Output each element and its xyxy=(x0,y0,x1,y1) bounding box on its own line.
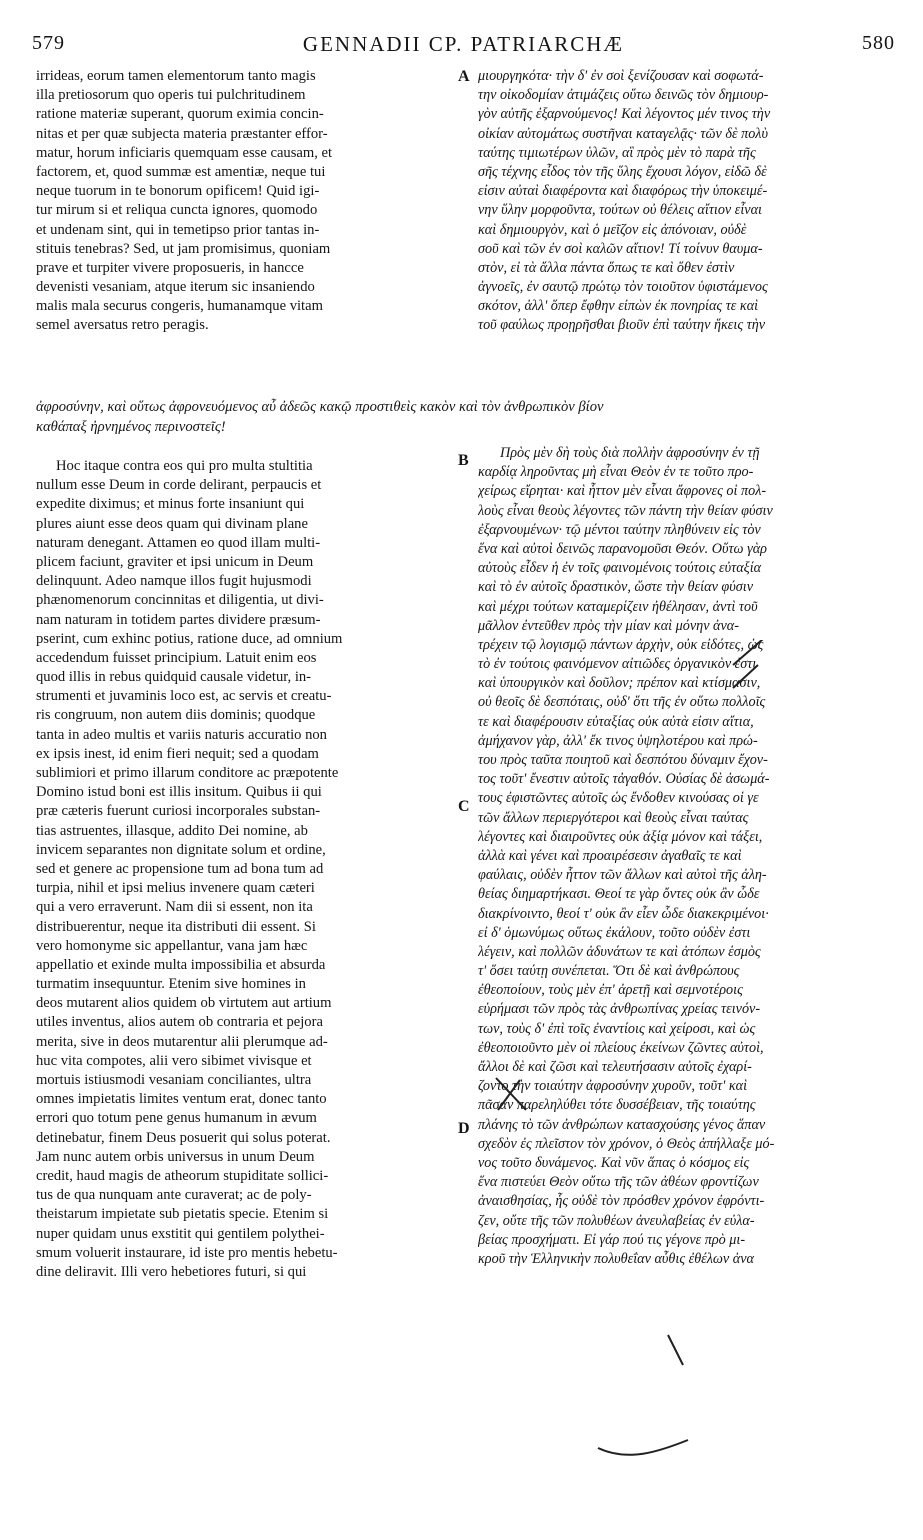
text-line: nuper quidam unus exstitit qui gentilem polythei- xyxy=(36,1225,325,1242)
text-line: omnes impietatis limites ventum erat, donec tanto xyxy=(36,1091,327,1108)
text-line: ἀμήχανον γὰρ, ἀλλ' ἔκ τινος ὑψηλοτέρου καὶ πρώ- xyxy=(478,732,758,749)
pen-underline-mark xyxy=(598,1440,688,1455)
pen-slash-mark xyxy=(733,665,758,688)
text-line: tus de qua nunquam ante curaverat; ac de poly- xyxy=(36,1187,312,1204)
text-line: πᾶσαν παρεληλύθει τότε δυσσέβειαν, τῆς τοιαύτης xyxy=(478,1097,756,1114)
text-line: στὸν, εἰ τὰ ἄλλα πάντα ὅπως τε καὶ ὅθεν ἐστὶν xyxy=(478,259,735,276)
text-line: καὶ ὑπουργικὸν καὶ δοῦλον; πρέπον καὶ κτίσμασιν, xyxy=(478,675,761,692)
text-line: ἐθεοποιοῦντο μὲν οἱ πλείους ἐκείνων ζῶντες αὐτοὶ, xyxy=(478,1039,764,1056)
text-line: καθάπαξ ἠρνημένος περινοστεῖς! xyxy=(36,418,226,435)
text-line: tanta in adeo multis et variis naturis accuratio non xyxy=(36,726,327,743)
page-number-right: 580 xyxy=(862,32,895,54)
text-line: prave et turpiter vivere proposueris, in hancce xyxy=(36,259,304,276)
text-line: ἕνα καὶ αὐτοὶ δεινῶς παρανομοῦσι Θεόν. Οὕτω γὰρ xyxy=(478,540,767,557)
text-line: ratione materiæ superant, quorum eximia concin- xyxy=(36,106,324,123)
text-line: strumenti et juvaminis loco est, ac servis et creatu- xyxy=(36,688,332,705)
text-line: illa pretiosorum quo operis tui pulchritudinem xyxy=(36,87,306,104)
text-line: tur mirum si et reliqua cuncta ignores, quomodo xyxy=(36,202,318,219)
text-line: βείας προσχήματι. Εἰ γάρ πού τις γέγονε πρὸ μι- xyxy=(478,1231,746,1248)
text-line: matur, horum inficiaris quemquam esse causam, et xyxy=(36,144,333,161)
text-line: λέγοντες καὶ διαιροῦντες οὐκ ἀξίᾳ μόνον καὶ τάξει, xyxy=(478,828,763,845)
text-line: τε καὶ διαφέρουσιν εὐταξίας οὐκ αὐτὰ εἰσιν αἴτια, xyxy=(478,713,754,730)
text-line: τοῦ φαύλως προῃρῆσθαι βιοῦν ἐπὶ ταύτην ἥκεις τὴν xyxy=(478,317,766,334)
text-line: ἐξαρνουμένων· τῷ μέντοι ταύτην πληθύνειν εἰς τὸν xyxy=(478,521,761,538)
text-line: νος τοῦτο δυνάμενος. Καὶ νῦν ἅπας ὁ κόσμος εἰς xyxy=(478,1154,750,1171)
text-line: delinquunt. Adeo namque illos fugit hujusmodi xyxy=(36,573,312,590)
text-line: accedendum fuisset principium. Latuit enim eos xyxy=(36,649,317,666)
text-line: vero homonyme sic appellantur, vana jam hæc xyxy=(36,937,308,954)
text-line: sublimiori et primo illarum conditore ac præpotente xyxy=(36,765,339,781)
text-line: ἀγνοεῖς, ἐν σαυτῷ πρώτῳ τὸν τοιοῦτον ὑφιστάμενος xyxy=(478,279,768,296)
text-line: invicem separantes non dignitate solum et ordine, xyxy=(36,841,326,858)
margin-marker-b: B xyxy=(458,452,469,469)
text-line: nitas et per quæ subjecta materia præstanter effor- xyxy=(36,125,328,142)
text-line: μιουργηκότα· τὴν δ' ἐν σοὶ ξενίζουσαν καὶ σοφωτά- xyxy=(478,68,764,84)
text-line: σχεδὸν ἐς πλεῖστον τὸν χρόνον, ὁ Θεὸς ἀπήλλαξε μό- xyxy=(478,1135,775,1152)
text-line: Πρὸς μὲν δὴ τοὺς διὰ πολλὴν ἀφροσύνην ἐν τῇ xyxy=(500,445,760,461)
text-line: ἕνα πιστεύει Θεὸν οὔτω τῆς τῶν ἀθέων φροντίζων xyxy=(478,1174,759,1191)
text-line: μᾶλλον ἐντεῦθεν πρὸς τὴν μίαν καὶ μόνην ἀνα- xyxy=(478,617,739,634)
text-line: neque tuorum in te bonorum opificem! Quid igi- xyxy=(36,183,320,200)
text-line: irrideas, eorum tamen elementorum tanto magis xyxy=(36,68,316,84)
margin-marker-d: D xyxy=(458,1120,470,1137)
text-line: τῶν ἄλλων περιεργότεροι καὶ θεοὺς εἶναι ταύτας xyxy=(478,809,749,826)
page-number-left: 579 xyxy=(32,32,65,54)
text-line: naturam denegant. Attamen eo quod illam multi- xyxy=(36,534,321,551)
text-line: ζεν, οὔτε τῆς τῶν πολυθέων ἀνευλαβείας ἐν εὐλα- xyxy=(478,1212,755,1229)
text-line: σοῦ καὶ τῶν ἐν σοὶ καλῶν αἴτιον! Τί τοίνυν θαυμα- xyxy=(478,240,763,257)
text-line: την οἰκοδομίαν ἀτιμάζεις οὕτω δεινῶς τὸν δημιουρ- xyxy=(478,87,769,104)
text-line: præ cæteris fuerunt curiosi incorporales substan- xyxy=(36,803,321,820)
text-line: smum voluerit instaurare, id iste pro mentis hebetu- xyxy=(36,1244,338,1261)
text-line: ἀναισθησίας, ἧς οὐδὲ τὸν πρόσθεν χρόνον ἐφρόντι- xyxy=(478,1193,765,1210)
text-line: φαύλαις, οὐδὲν ἧττον τῶν ἄλλων καὶ αὐτοὶ τῆς ἀλη- xyxy=(478,867,767,884)
handwritten-marks xyxy=(478,640,898,1500)
running-header xyxy=(32,32,895,56)
text-line: mortuis istiusmodi vesaniam conciliantes, ultra xyxy=(36,1072,312,1088)
text-line: εἰ δ' ὁμωνύμως οὕτως ἐκάλουν, τοῦτο οὐδὲν ἐστι xyxy=(478,924,751,941)
text-line: οὐ θεοῖς δὲ δεσπόταις, οὐδ' ὅτι τῆς ἐν οὕτω πολλοῖς xyxy=(478,694,766,711)
text-line: καρδίᾳ ληροῦντας μὴ εἶναι Θεὸν ἐν τε τοῦτο προ- xyxy=(478,464,754,481)
greek-crossover-lines xyxy=(36,398,894,437)
text-line: devenisti vesaniam, atque iterum sic insaniendo xyxy=(36,279,315,296)
text-line: factorem, et, quod summæ est amentiæ, neque tui xyxy=(36,163,326,180)
text-line: et undenam sint, qui in temetipso prior tantas in- xyxy=(36,221,320,238)
text-line: plicem faciunt, graviter et ipsi unicum in Deum xyxy=(36,553,314,570)
text-line: Jam nunc autem orbis universus in unum Deum xyxy=(36,1148,315,1165)
text-line: Domino istud boni est illis insitum. Quibus ii qui xyxy=(36,784,322,801)
text-line: ἀφροσύνην, καὶ οὕτως ἀφρονευόμενος αὖ ἀδεῶς κακῷ προστιθεὶς κακὸν καὶ τὸν ἀνθρωπικὸν βίον xyxy=(36,399,604,415)
text-line: detinebatur, finem Deus posuerit qui solus poterat. xyxy=(36,1129,331,1146)
text-line: pserint, cum exhinc potius, ratione duce, ad omnium xyxy=(36,630,343,647)
text-line: turpia, nihil et ipsi melius invenere quam cæteri xyxy=(36,880,315,897)
text-line: ταύτης τιμιωτέρων ὑλῶν, αἳ πρὸς μὲν τὸ παρὰ τῆς xyxy=(478,144,756,161)
text-line: ex ipsis inest, id enim fieri nequit; sed a quodam xyxy=(36,745,319,762)
text-line: nullum esse Deum in corde delirant, perpaucis et xyxy=(36,477,322,494)
text-line: λέγειν, καὶ πολλῶν ἀδυνάτων τε καὶ ἀτόπων ἑσμὸς xyxy=(478,943,761,960)
text-line: distribuerentur, neque ita distributi dii essent. Si xyxy=(36,918,316,935)
text-line: τ' ὅσει ταύτῃ συνέπεται. Ὅτι δὲ καὶ ἀνθρώπους xyxy=(478,963,740,980)
text-line: χείρως εἴρηται· καὶ ἧττον μὲν εἶναι ἄφρονες οἱ πολ- xyxy=(478,483,767,500)
text-line: τρέχειν τῷ λογισμῷ πάντων ἀρχὴν, οὐκ εἰδότες, ὡς xyxy=(478,636,764,653)
text-line: εὑρήμασι τῶν πρὸς τὰς ἀνθρωπίνας χρείας τεινόν- xyxy=(478,1001,761,1018)
text-line: καὶ μέχρι τούτων καταμερίζειν ἠθέλησαν, ἀντὶ τοῦ xyxy=(478,598,758,615)
text-line: τους ἐφιστῶντες αὐτοῖς ὡς ἔνδοθεν κινούσας οἱ γε xyxy=(478,790,759,807)
text-line: λοὺς εἶναι θεοὺς λέγοντες τῶν πάντη τὴν θείαν φύσιν xyxy=(478,502,773,519)
text-line: qui a vero erraverunt. Nam dii si essent, non ita xyxy=(36,899,313,916)
text-line: quod illis in rebus quidquid causale videtur, in- xyxy=(36,669,312,686)
greek-column-top xyxy=(478,67,890,336)
text-line: ἄλλοι δὲ καὶ ζῶσι καὶ τελευτήσασιν αὐτοῖς ἐχαρί- xyxy=(478,1059,752,1075)
text-line: turmatim insequuntur. Etenim sive homines in xyxy=(36,976,306,993)
text-line: καὶ τὸ ἐν αὐτοῖς δραστικὸν, ὥστε τὴν θείαν φύσιν xyxy=(478,579,754,596)
text-line: merita, sive in deos mutarentur alii plerumque ad- xyxy=(36,1033,328,1050)
text-line: Hoc itaque contra eos qui pro multa stultitia xyxy=(56,458,313,474)
text-line: θείας διημαρτήκασι. Θεοί τε γὰρ ὄντες οὐκ ἂν ὧδε xyxy=(478,886,760,903)
text-line: semel aversatus retro peragis. xyxy=(36,317,209,334)
text-line: sed et genere ac propensione tum ad bona tum ad xyxy=(36,860,324,877)
text-line: theistarum impietate sub pietatis specie. Etenim si xyxy=(36,1206,329,1223)
text-line: ris congruum, non autem diis dominis; quodque xyxy=(36,707,316,724)
text-line: αὐτοὺς εἶδεν ἡ ἐν τοῖς φαινομένοις τούτοις εὐταξία xyxy=(478,560,762,577)
margin-marker-a: A xyxy=(458,68,470,85)
text-line: huc vita compotes, alii vero sibimet vivisque et xyxy=(36,1052,312,1069)
text-line: phænomenorum concinnitas et diligentia, ut divi- xyxy=(36,592,324,609)
text-line: errori quo totum pene genus humanum in ævum xyxy=(36,1110,317,1127)
text-line: καὶ δημιουργὸν, καὶ ὁ μεῖζον εἰς ἀπόνοιαν, οὐδὲ xyxy=(478,221,747,238)
text-line: πλάνης τὸ τῶν ἀνθρώπων κατασχούσης γένος ἅπαν xyxy=(478,1116,766,1133)
text-line: ἀλλὰ καὶ γένει καὶ προαιρέσεσιν ἀγαθαῖς τε καὶ xyxy=(478,847,742,864)
text-line: nam naturam in totidem partes dividere præsum- xyxy=(36,611,321,628)
text-line: expedite diximus; et minus forte insaniunt qui xyxy=(36,496,305,513)
text-line: νην ὕλην μορφοῦντα, τούτων οὐ θέλεις αἴτιον εἶναι xyxy=(478,202,762,219)
text-line: utiles inventus, alios autem ob contraria et pejora xyxy=(36,1014,323,1031)
text-line: deos mutarent alios quidem ob virtutem aut artium xyxy=(36,995,332,1012)
text-line: malis mala securus congeris, humanamque vitam xyxy=(36,298,323,315)
latin-column-top xyxy=(36,67,456,336)
margin-marker-c: C xyxy=(458,798,470,815)
text-line: credit, haud magis de atheorum stupiditate sollici- xyxy=(36,1167,329,1184)
text-line: διακρίνοιντο, θεοί τ' οὐκ ἂν εἶεν ὧδε διακεκριμένοι· xyxy=(478,905,769,922)
text-line: τὸ ἐν τούτοις φαινόμενον αἰτιῶδες ὀργανικὸν ἐστι xyxy=(478,656,757,673)
text-line: appellatio et exinde multa impossibilia et absurda xyxy=(36,956,326,973)
text-line: σῆς τέχνης εἶδος τὸν τῆς ὕλης ἔχουσι λόγον, εἰδῶ δὲ xyxy=(478,163,767,180)
text-line: ἐθεοποίουν, τοὺς μὲν ἐπ' ἀρετῇ καὶ σεμνοτέροις xyxy=(478,982,743,999)
text-line: κροῦ τὴν Ἑλληνικὴν πολυθεΐαν αὖθις ἐθέλων ἀνα xyxy=(478,1250,754,1267)
pen-slash-mark xyxy=(668,1335,683,1365)
text-line: stituis tenebras? Sed, ut jam promisimus, quoniam xyxy=(36,240,331,257)
text-line: plures aiunt esse deos quam qui divinam plane xyxy=(36,515,308,532)
text-line: του πρὸς ταῦτα ποιητοῦ καὶ δεσπότου δύναμιν ἔχον- xyxy=(478,752,768,768)
text-line: οἰκίαν αὐτομάτως συστῆναι καταγελᾷς· τῶν δὲ πολὺ xyxy=(478,125,768,142)
text-line: dine deliravit. Illi vero hebetiores futuri, si qui xyxy=(36,1263,307,1280)
latin-column-bottom xyxy=(36,457,456,1282)
pen-cross-mark xyxy=(496,1078,526,1110)
text-line: εἰσιν αὐταὶ διαφέροντα καὶ διαφόρως τὴν ὑποκειμέ- xyxy=(478,183,768,200)
text-line: σκότον, ἀλλ' ὅπερ ἔφθην εἰπὼν ἐκ πονηρίας τε καὶ xyxy=(478,298,759,315)
pen-slash-mark xyxy=(733,640,763,665)
running-title: GENNADII CP. PATRIARCHÆ xyxy=(302,32,625,56)
text-line: tias astruentes, illasque, addito Dei nomine, ab xyxy=(36,822,308,839)
text-line: τος τοῦτ' ἔνεστιν αὐτοῖς τἀγαθόν. Οὐσίας δὲ ἀσωμά- xyxy=(478,771,770,788)
text-line: των, τοὺς δ' ἐπὶ τοῖς ἐναντίοις καὶ χείροσι, καὶ ὡς xyxy=(478,1020,756,1037)
text-line: ζοντο τὴν τοιαύτην ἀφροσύνην χυροῦν, τοῦτ' καὶ xyxy=(478,1078,748,1095)
text-line: γὸν αὐτῆς ἐξαρνούμενος! Καὶ λέγοντος μέν τινος τὴν xyxy=(478,106,771,123)
